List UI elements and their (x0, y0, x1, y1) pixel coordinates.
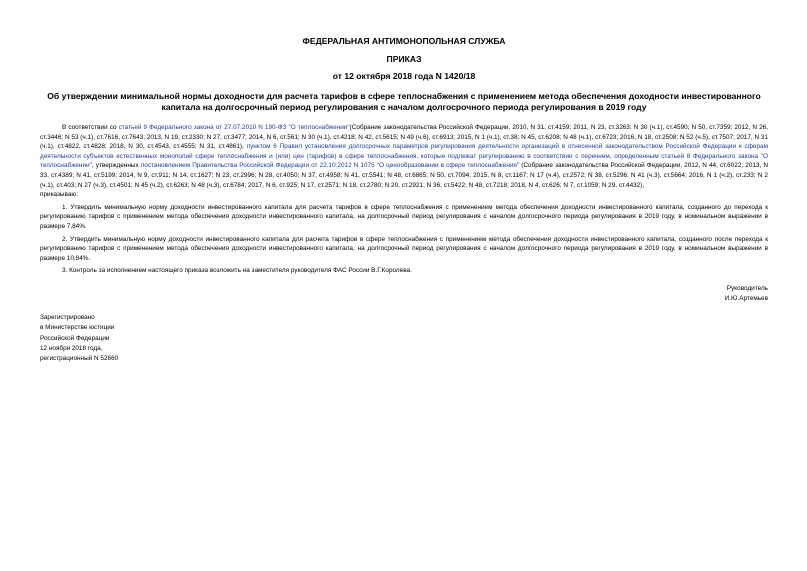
preamble-text-2: (Собрание законодательства Российской Федерации, 2010, N 31, ст.4159; 2011, N 23, ст.3263; N 30 (ч.1), ст.4590; N 50, ст.7359; 2012, N 26, ст.3446; N 53 (ч.1), ст.7616, ст.7643; 2013, N 19, ст.2330; N 27, ст.3477; 2014, N 6, ст.561; N 30 (ч.1), ст.4218; N 42, ст.5615; N 49 (ч.6), ст.6913; 2015, N 1 (ч.1), ст.38; N 45, ст.6208; N 48 (ч.1), ст.6723; 2016, N 18, ст.2508; N 52 (ч.5), ст.7507; 2017, N 31 (ч.1), ст.4822, ст.4828; 2018, N 30, ст.4543, ст.4555; N 31, ст.4861), (40, 124, 768, 151)
preamble-paragraph (40, 123, 768, 190)
rules-point-6-link[interactable]: пунктом 6 Правил установления долгосрочных параметров регулирования деятельности организаций в отнесенной законодательством Российской Федерации к сферам деятельности субъектов естественных монополий сфере теплоснабжения и (или) цен (тарифов) в сфере теплоснабжения, которые подлежат регулированию в соответствии с перечнем, определенным статьей 8 Федерального закона "О теплоснабжении" (40, 143, 768, 170)
item-2-paragraph: 2. Утвердить минимальную норму доходности инвестированного капитала для расчета тарифов в сфере теплоснабжения с применением метода обеспечения доходности инвестированного капитала, созданного после перехода к регулированию тарифов с применением метода обеспечения доходности инвестированного капитала, на долгосрочный период регулирования с началом долгосрочного периода регулирования в 2019 году, в номинальном выражении в размере 10,84%. (40, 235, 768, 262)
item-1-paragraph: 1. Утвердить минимальную норму доходности инвестированного капитала для расчета тарифов в сфере теплоснабжения с применением метода обеспечения доходности инвестированного капитала, созданного до перехода к регулированию тарифов с применением метода обеспечения доходности инвестированного капитала, на долгосрочный период регулирования с началом долгосрочного периода регулирования в 2019 году, в номинальном выражении в размере 7,84%. (40, 203, 768, 230)
registration-block (40, 313, 768, 364)
law-190fz-link[interactable]: статьей 9 Федерального закона от 27.07.2010 N 190-ФЗ "О теплоснабжении" (118, 124, 350, 131)
registration-line-1: Зарегистрировано (40, 313, 95, 321)
document-title: Об утверждении минимальной нормы доходности для расчета тарифов в сфере теплоснабжения с применением метода обеспечения доходности инвестированного капитала на долгосрочный период регулирования с началом долгосрочного периода регулирования в 2019 году (47, 91, 761, 112)
document-page (40, 30, 768, 364)
document-type: ПРИКАЗ (386, 54, 422, 64)
preamble-text-4: (Собрание законодательства Российской Федерации, 2012, N 44, ст.6022; 2013, N 33, ст.4389; N 41, ст.5199; 2014, N 9, ст.911; N 14, ст.1627; N 23, ст.2996; N 28, ст.4050; N 37, ст.4958; N 41, ст.5541; N 48, ст.6865; N 50, ст.7094; 2015, N 8, ст.1167; N 17 (ч.4), ст.2572; N 38, ст.5296; N 41 (ч.3), ст.5664; 2016, N 1 (ч.2), ст.233; N 2 (ч.1), ст.403; N 27 (ч.3), ст.4501; N 45 (ч.2), ст.6263; N 48 (ч.3), ст.6784; 2017, N 6, ст.925; N 17, ст.2571; N 18, ст.2780; N 20, ст.2921; N 36, ст.5422; N 48, ст.7218; 2018, N 4, ст.626; N 7, ст.1059; N 29, ст.4432), (40, 162, 768, 189)
document-date-number: от 12 октября 2018 года N 1420/18 (332, 71, 476, 81)
signature-block (40, 284, 768, 304)
registration-line-2: в Министерстве юстиции (40, 324, 115, 332)
preamble-text-3: , утвержденных (91, 162, 141, 170)
registration-line-4: 12 ноября 2018 года, (40, 344, 103, 352)
registration-line-3: Российской Федерации (40, 334, 110, 342)
government-resolution-1075-link[interactable]: постановлением Правительства Российской Федерации от 22.10.2012 N 1075 "О ценообразовании в сфере теплоснабжения" (140, 162, 520, 170)
preamble-text-1: В соответствии со (62, 124, 119, 131)
document-body (40, 123, 768, 276)
item-3-paragraph: 3. Контроль за исполнением настоящего приказа возложить на заместителя руководителя ФАС России В.Г.Королева. (62, 267, 412, 275)
registration-line-5: регистрационный N 52660 (40, 355, 119, 363)
order-word: приказываю: (40, 191, 78, 199)
signer-name: И.Ю.Артемьев (724, 294, 768, 302)
signer-position: Руководитель (726, 284, 768, 292)
agency-heading: ФЕДЕРАЛЬНАЯ АНТИМОНОПОЛЬНАЯ СЛУЖБА (302, 36, 506, 46)
